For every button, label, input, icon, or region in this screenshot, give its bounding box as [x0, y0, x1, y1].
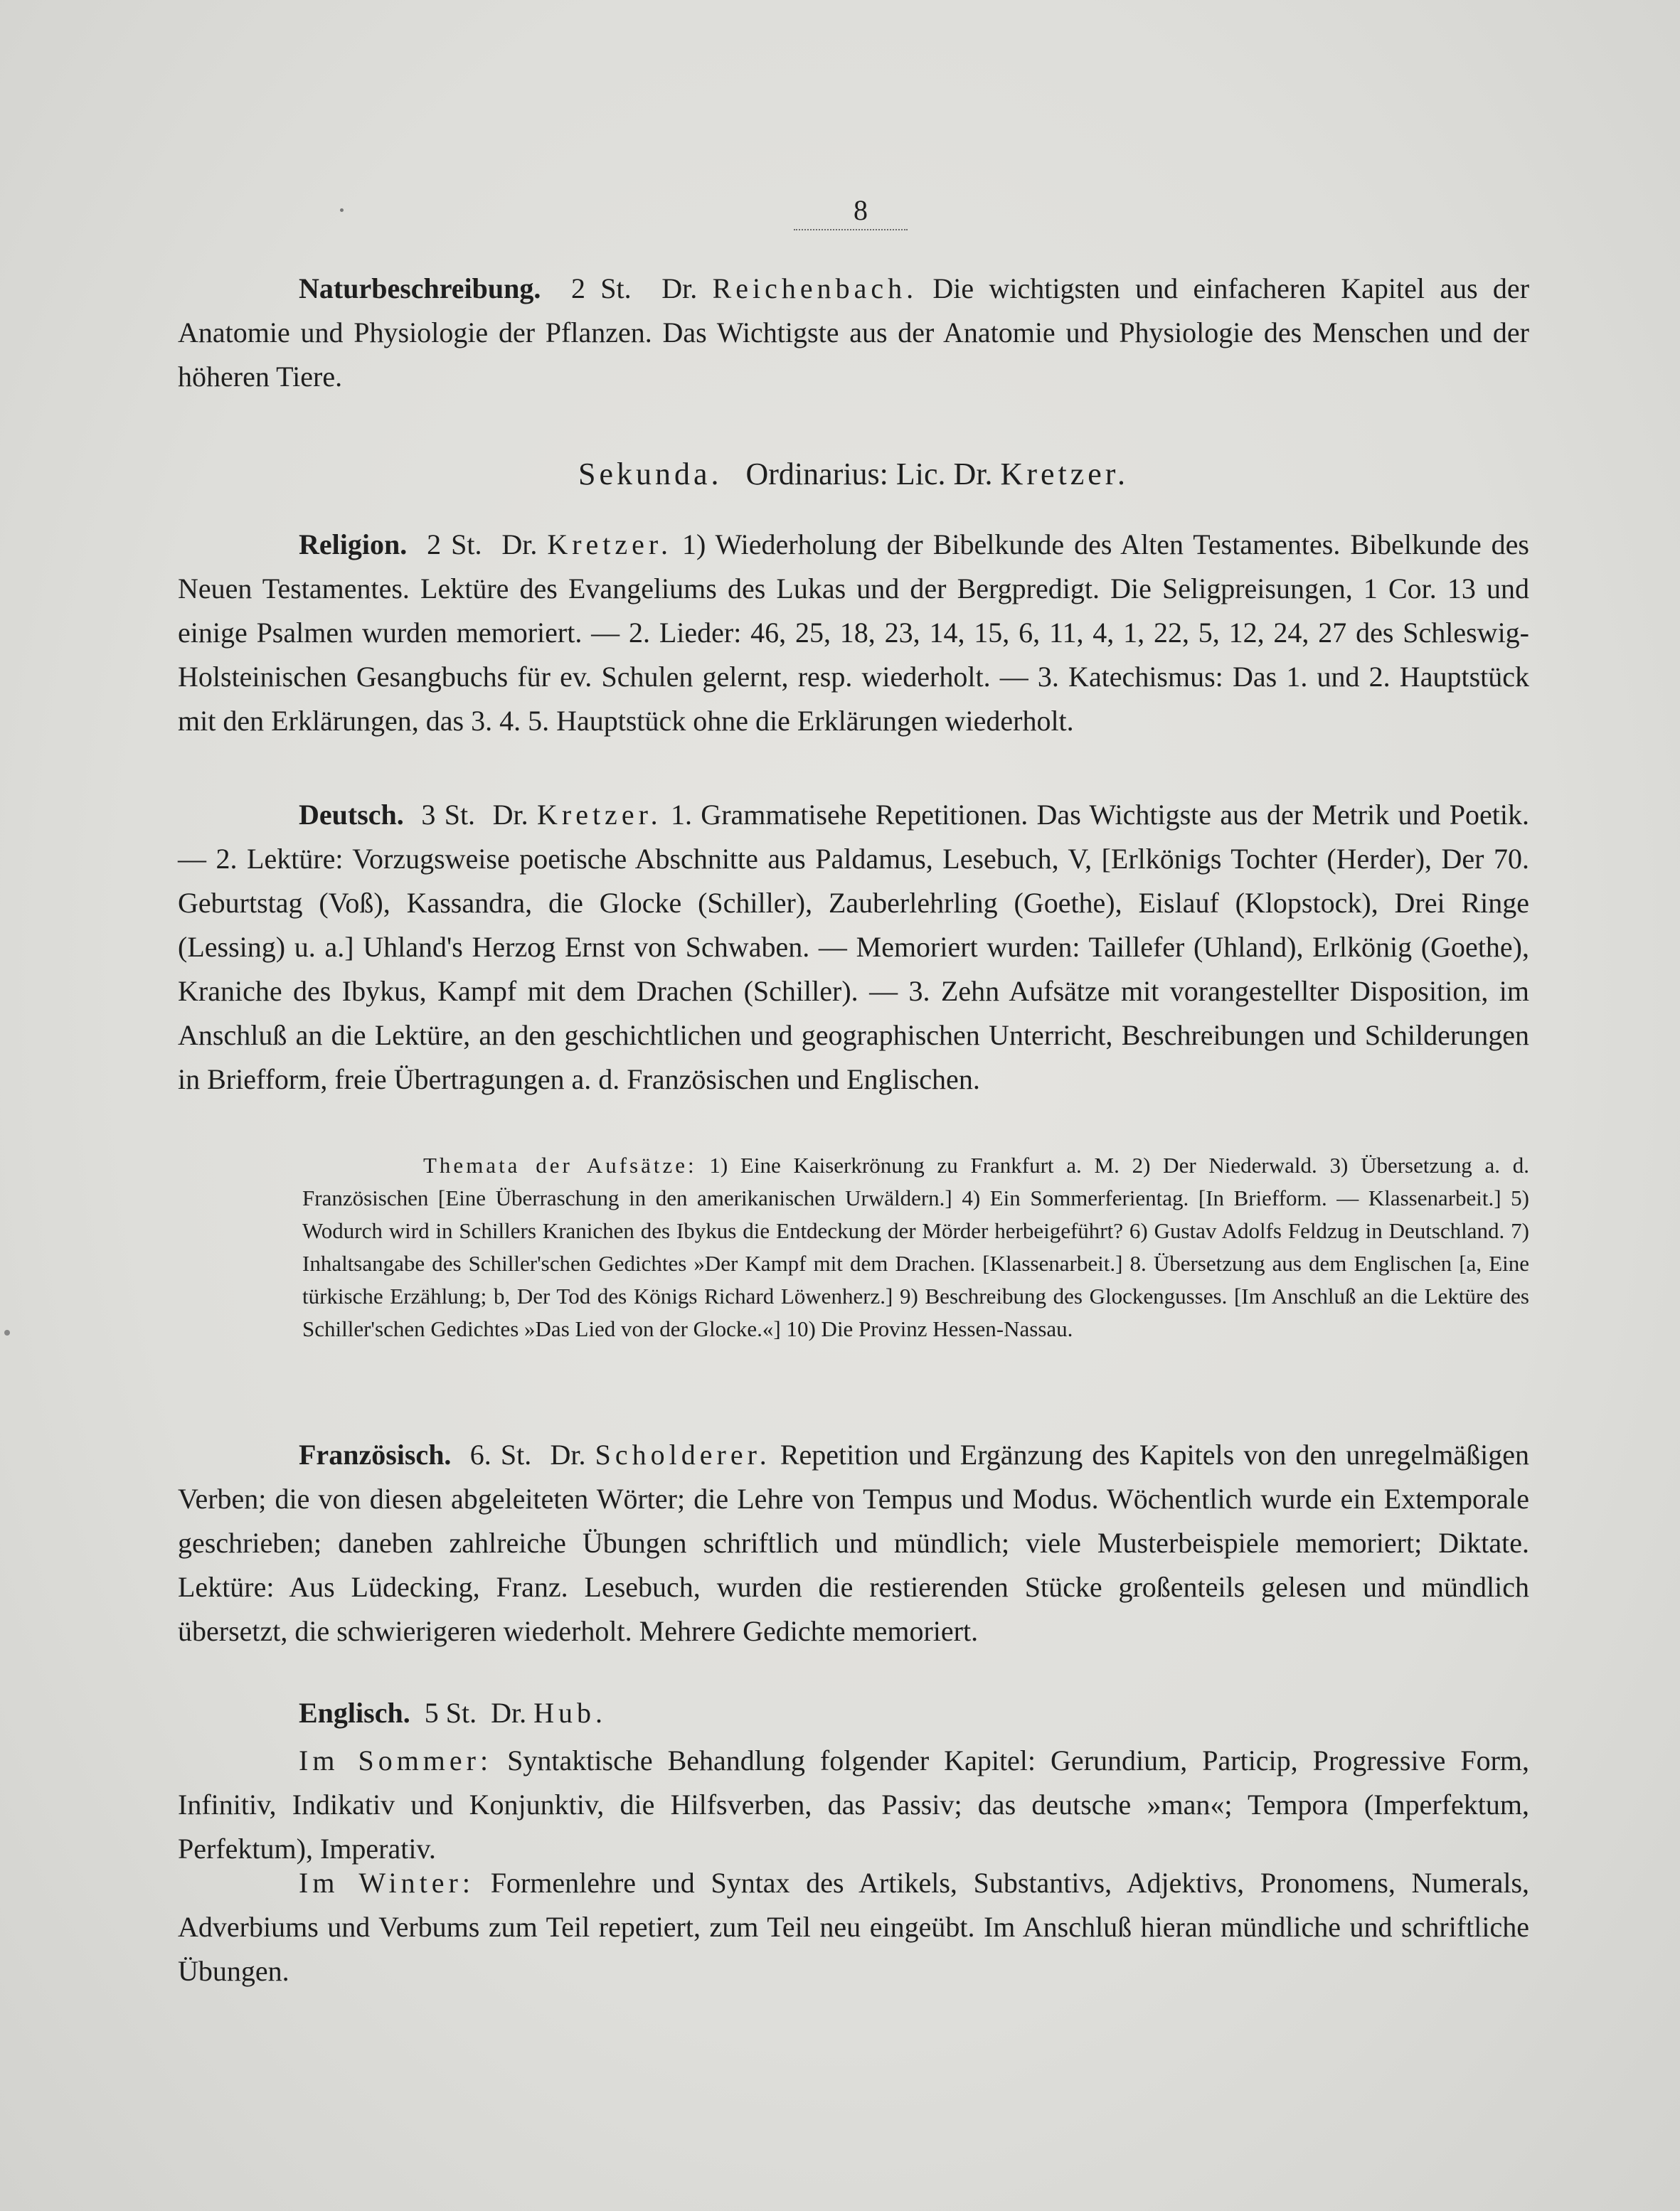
- teacher-prefix: Dr.: [661, 272, 698, 304]
- teacher-name: Kretzer.: [536, 799, 662, 831]
- subject-hours: 2 St.: [571, 272, 632, 304]
- subject-text: Die wichtigsten und einfacheren Kapitel aus der Anatomie und Physiologie der Pflanzen. Das Wichtigste aus der Anatomie und Physiologie des Menschen und der höheren Tiere.: [178, 272, 1530, 393]
- section-naturbeschreibung: [178, 267, 1529, 399]
- class-name: Sekunda.: [578, 457, 723, 491]
- subject-text: 1) Wiederholung der Bibelkunde des Alten Testamentes. Bibelkunde des Neuen Testamentes. Lektüre des Evangeliums des Lukas und der Bergpredigt. Die Seligpreisungen, 1 Cor. 13 und einige Psalmen wurden memoriert. — 2. Lieder: 46, 25, 18, 23, 14, 15, 6, 11, 4, 1, 22, 5, 12, 24, 27 des Schleswig-Holsteinischen Gesangbuchs für ev. Schulen gelernt, resp. wiederholt. — 3. Katechismus: Das 1. und 2. Hauptstück mit den Erklärungen, das 3. 4. 5. Hauptstück ohne die Erklärungen wiederholt.: [178, 528, 1529, 737]
- section-franzoesisch: [178, 1433, 1529, 1653]
- ordinarius: Lic. Dr.: [895, 457, 993, 491]
- subject-text: 1. Grammatisehe Repetitionen. Das Wichtigste aus der Metrik und Poetik. — 2. Lektüre: Vorzugsweise poetische Abschnitte aus Paldamus, Lesebuch, V, [Erlkönigs Tochter (Herder), Der 70. Geburtstag (Voß), Kassandra, die Glocke (Schiller), Zauberlehrling (Goethe), Eislauf (Klopstock), Drei Ringe (Lessing) u. a.] Uhland's Herzog Ernst von Schwaben. — Memoriert wurden: Taillefer (Uhland), Erlkönig (Goethe), Kraniche des Ibykus, Kampf mit dem Drachen (Schiller). — 3. Zehn Aufsätze mit vorangestellter Disposition, im Anschluß an die Lektüre, an den geschichtlichen und geographischen Unterricht, Beschreibungen und Schilderungen in Briefform, freie Übertragungen a. d. Französischen und Englischen.: [178, 799, 1530, 1095]
- subject-hours: 2 St.: [427, 528, 482, 560]
- teacher-name: Reichenbach.: [712, 272, 918, 304]
- subject-text: Repetition und Ergänzung des Kapitels von den unregelmäßigen Verben; die von diesen abgeleiteten Wörter; die Lehre von Tempus und Modus. Wöchentlich wurde ein Extemporale geschrieben; daneben zahlreiche Übungen schriftlich und mündlich; viele Musterbeispiele memoriert; Diktate. Lektüre: Aus Lüdecking, Franz. Lesebuch, wurden die restierenden Stücke großenteils gelesen und mündlich übersetzt, die schwierigeren wiederholt. Mehrere Gedichte memoriert.: [178, 1439, 1530, 1647]
- subject-hours: 3 St.: [421, 799, 476, 831]
- subject-heading: Französisch.: [299, 1439, 452, 1471]
- teacher-prefix: Dr.: [492, 799, 528, 831]
- section-deutsch: [178, 793, 1529, 1102]
- englisch-sommer: [178, 1739, 1529, 1871]
- term-text: Syntaktische Behandlung folgender Kapitel: Gerundium, Particip, Progressive Form, Infinitiv, Indikativ und Konjunktiv, die Hilfsverben, das Passiv; das deutsche »man«; Tempora (Imperfektum, Perfektum), Imperativ.: [178, 1744, 1530, 1865]
- subject-heading: Naturbeschreibung.: [299, 272, 541, 304]
- subject-hours: 6. St.: [469, 1439, 532, 1471]
- scan-speck: [4, 1330, 10, 1336]
- teacher-prefix: Dr.: [491, 1697, 527, 1729]
- teacher-name: Kretzer.: [547, 528, 673, 560]
- teacher-name: Hub.: [533, 1697, 607, 1729]
- essay-topics-label: Themata der Aufsätze:: [423, 1153, 697, 1178]
- section-religion: [178, 523, 1529, 743]
- ordinarius-label: Ordinarius:: [745, 457, 888, 491]
- subject-heading: Religion.: [299, 528, 408, 560]
- scan-speck: [340, 208, 344, 212]
- teacher-name: Scholderer.: [595, 1439, 771, 1471]
- section-englisch: [178, 1691, 1529, 1735]
- term-text: Formenlehre und Syntax des Artikels, Substantivs, Adjektivs, Pronomens, Numerals, Adverbiums und Verbums zum Teil repetiert, zum Teil neu eingeübt. Im Anschluß hieran mündliche und schriftliche Übungen.: [178, 1867, 1530, 1987]
- ordinarius-name: Kretzer.: [1000, 457, 1129, 491]
- teacher-prefix: Dr.: [550, 1439, 586, 1471]
- subject-hours: 5 St.: [424, 1697, 477, 1729]
- essay-topics-text: 1) Eine Kaiserkrönung zu Frankfurt a. M. 2) Der Niederwald. 3) Übersetzung a. d. Französischen [Eine Überraschung in den amerikanischen Urwäldern.] 4) Ein Sommerferientag. [In Briefform. — Klassenarbeit.] 5) Wodurch wird in Schillers Kranichen des Ibykus die Entdeckung der Mörder herbeigeführt? 6) Gustav Adolfs Feldzug in Deutschland. 7) Inhaltsangabe des Schiller'schen Gedichtes »Der Kampf mit dem Drachen. [Klassenarbeit.] 8. Übersetzung aus dem Englischen [a, Eine türkische Erzählung; b, Der Tod des Königs Richard Löwenherz.] 9) Beschreibung des Glockengusses. [Im Anschluß an die Lektüre des Schiller'schen Gedichtes »Das Lied von der Glocke.«] 10) Die Provinz Hessen-Nassau.: [302, 1153, 1529, 1341]
- subject-heading: Englisch.: [299, 1697, 410, 1729]
- essay-topics: [302, 1149, 1529, 1346]
- class-heading: [178, 453, 1529, 496]
- page-number: 8: [854, 194, 868, 226]
- teacher-prefix: Dr.: [501, 528, 538, 560]
- term-label: Im Sommer:: [299, 1744, 493, 1776]
- englisch-winter: [178, 1861, 1529, 1993]
- term-label: Im Winter:: [299, 1867, 474, 1899]
- page-number-underline: [794, 229, 908, 232]
- subject-heading: Deutsch.: [299, 799, 404, 831]
